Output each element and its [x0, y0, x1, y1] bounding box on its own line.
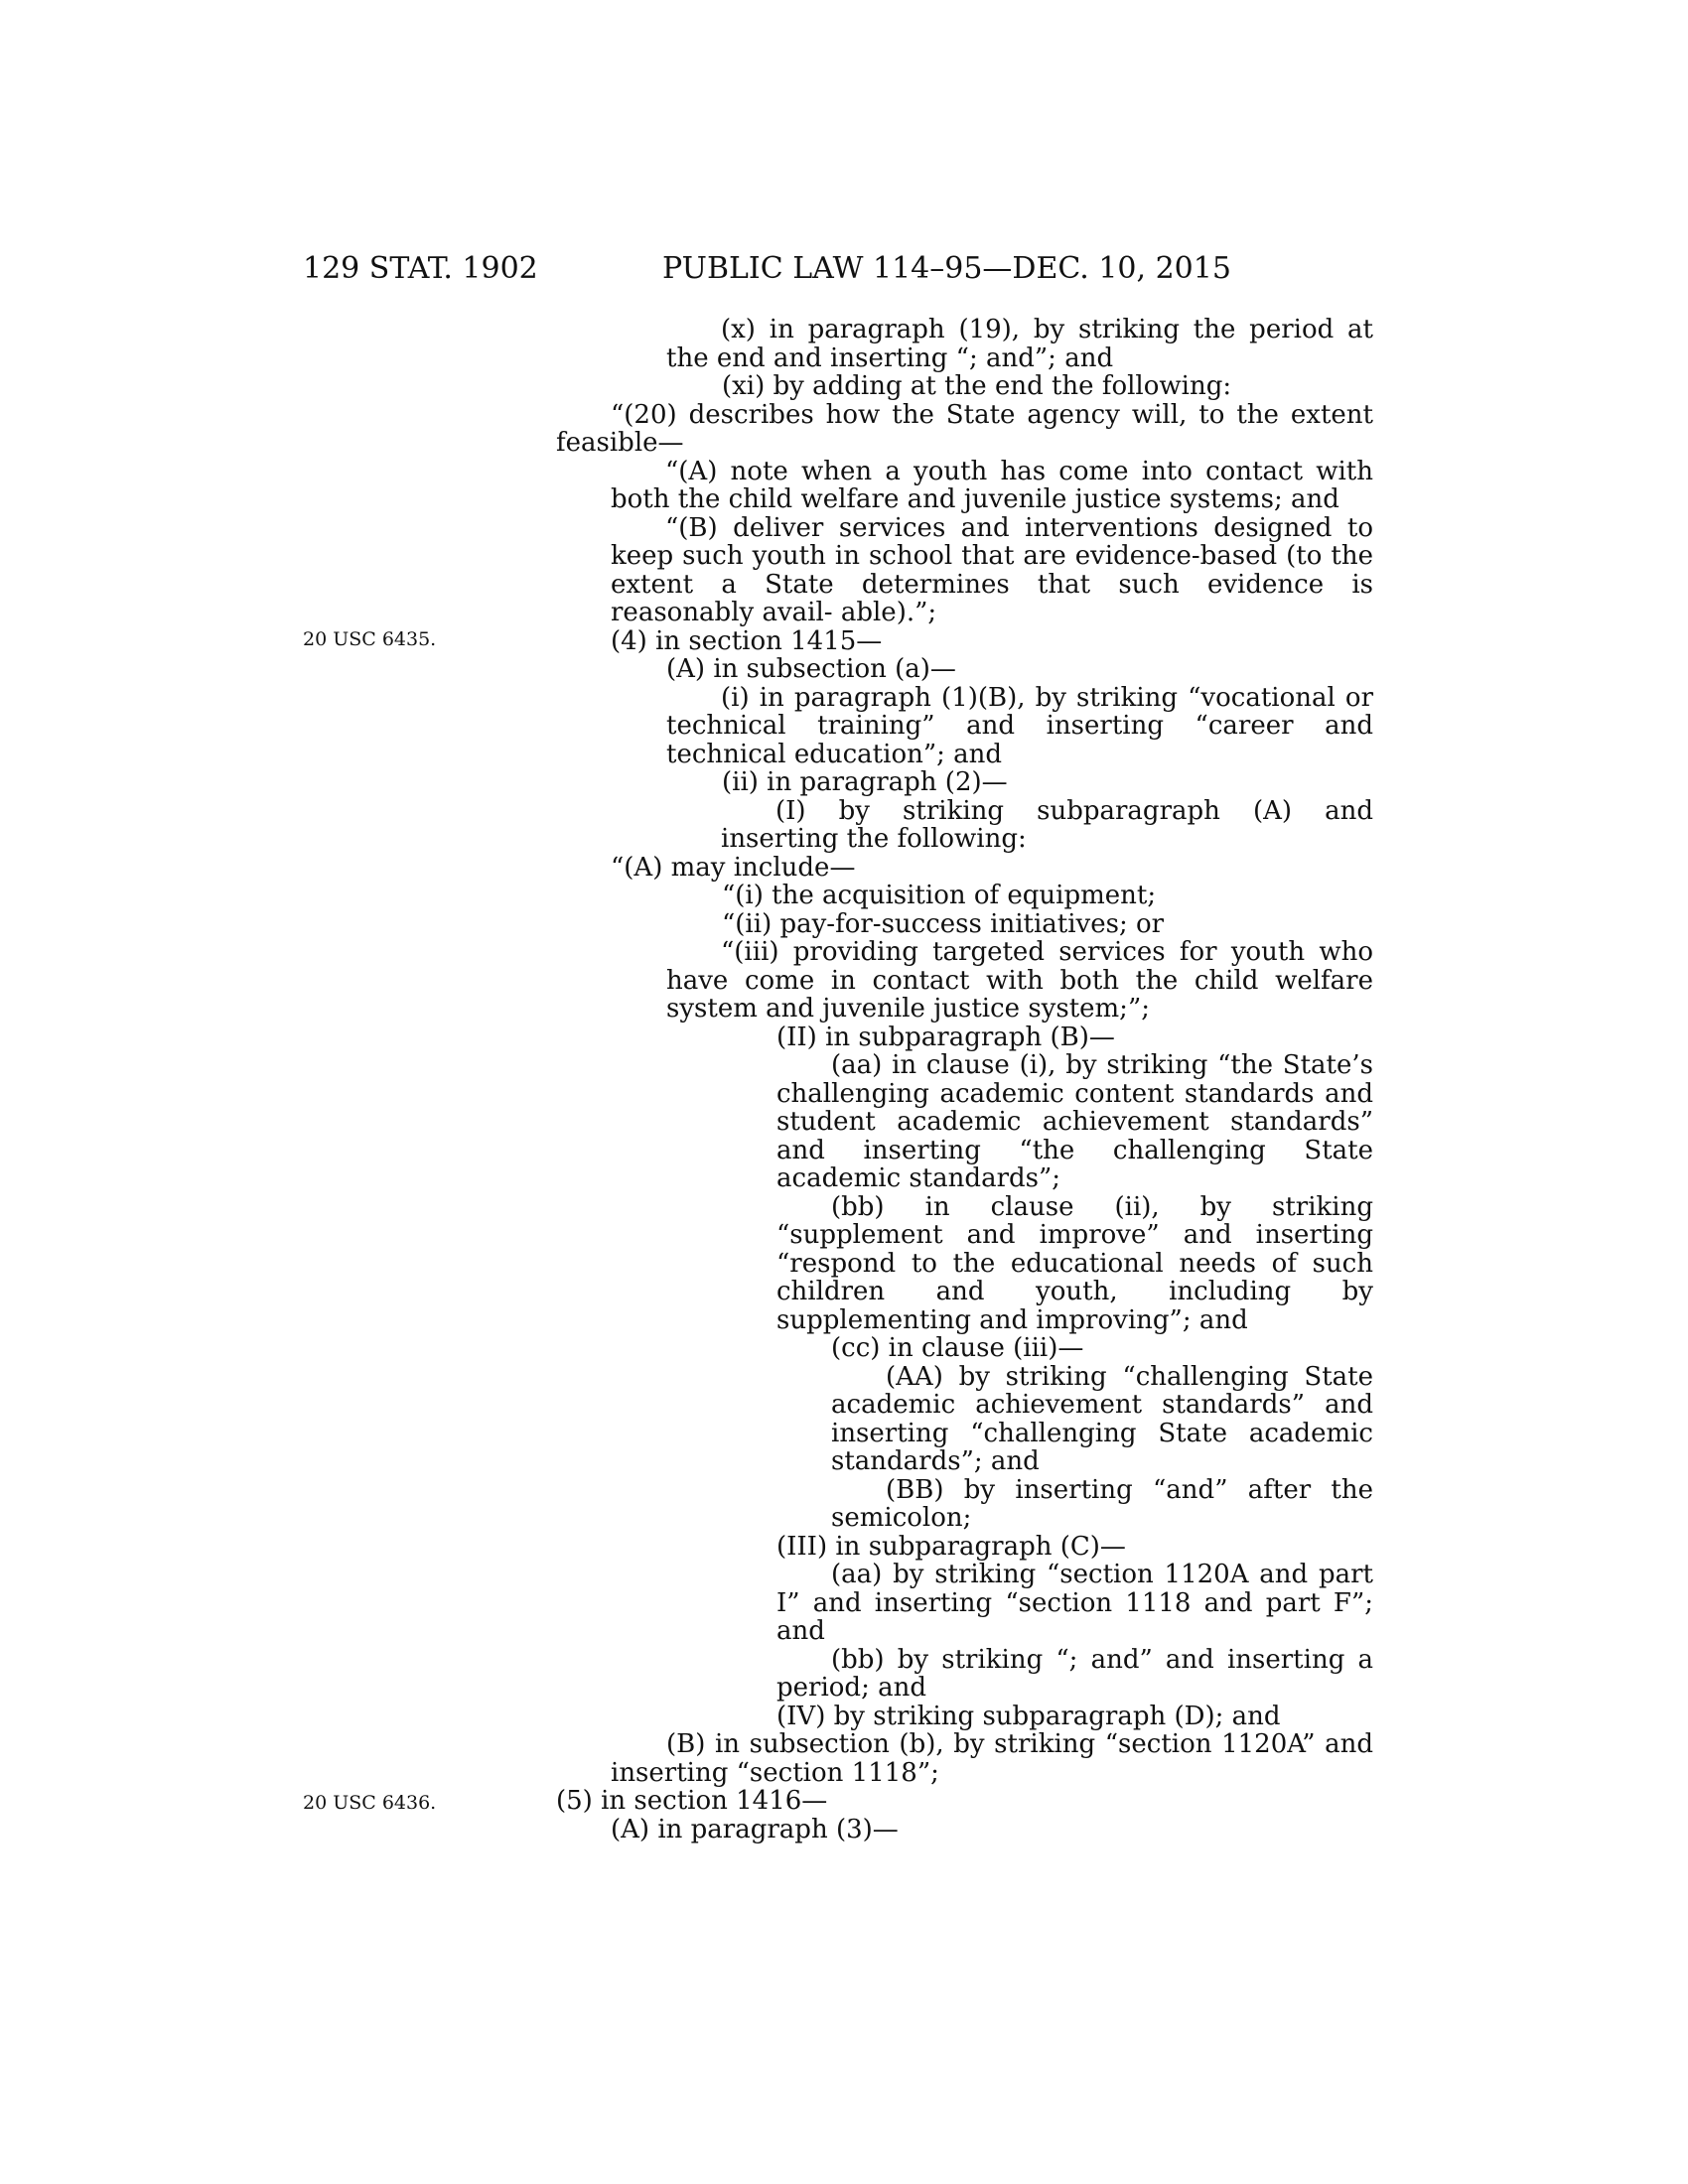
- running-header: [0, 249, 1688, 289]
- document-body: [556, 316, 1373, 1843]
- paragraph: (i) in paragraph (1)(B), by striking “vocational or technical training” and inserting “career and technical education”; and: [666, 682, 1373, 769]
- paragraph: (x) in paragraph (19), by striking the period at the end and inserting “; and”; and: [666, 315, 1373, 373]
- paragraph: (B) in subsection (b), by striking “section 1120A” and inserting “section 1118”;: [611, 1729, 1373, 1788]
- paragraph: (cc) in clause (iii)—: [831, 1333, 1084, 1363]
- paragraph: “(20) describes how the State agency will, to the extent feasible—: [556, 399, 1373, 458]
- paragraph: (4) in section 1415—: [611, 625, 883, 656]
- margin-note-usc-6435: 20 USC 6435.: [303, 628, 437, 650]
- margin-note-usc-6436: 20 USC 6436.: [303, 1792, 437, 1814]
- paragraph: (bb) by striking “; and” and inserting a period; and: [776, 1644, 1373, 1703]
- paragraph: (BB) by inserting “and” after the semicolon;: [831, 1474, 1373, 1533]
- paragraph: (A) in subsection (a)—: [666, 654, 956, 684]
- paragraph: (A) in paragraph (3)—: [611, 1814, 899, 1844]
- paragraph: (ii) in paragraph (2)—: [722, 767, 1008, 797]
- stat-page-number: 129 STAT. 1902: [303, 251, 538, 286]
- paragraph: (II) in subparagraph (B)—: [776, 1022, 1115, 1052]
- paragraph: “(i) the acquisition of equipment;: [722, 881, 1157, 910]
- paragraph: (III) in subparagraph (C)—: [776, 1531, 1126, 1562]
- paragraph: “(A) note when a youth has come into contact with both the child welfare and juvenile justice systems; and: [611, 456, 1373, 514]
- paragraph: “(B) deliver services and interventions designed to keep such youth in school that are evidence-based (to the extent a State determines that such evidence is reasonably avail- able).”;: [611, 512, 1373, 627]
- paragraph: “(iii) providing targeted services for youth who have come in contact with both the child welfare system and juvenile justice system;”;: [666, 937, 1373, 1024]
- paragraph: “(ii) pay-for-success initiatives; or: [722, 908, 1165, 939]
- paragraph: “(A) may include—: [611, 852, 856, 883]
- public-law-title: PUBLIC LAW 114–95—DEC. 10, 2015: [662, 251, 1231, 286]
- paragraph: (IV) by striking subparagraph (D); and: [776, 1701, 1281, 1731]
- paragraph: (bb) in clause (ii), by striking “supplement and improve” and inserting “respond to the educational needs of such children and youth, including by supplementing and improving”; and: [776, 1191, 1373, 1335]
- paragraph: (I) by striking subparagraph (A) and inserting the following:: [721, 795, 1373, 854]
- paragraph: (aa) in clause (i), by striking “the State’s challenging academic content standards and student academic achievement standards” and inserting “the challenging State academic standards”;: [776, 1050, 1373, 1193]
- paragraph: (aa) by striking “section 1120A and part I” and inserting “section 1118 and part F”; and: [776, 1560, 1373, 1646]
- paragraph: (5) in section 1416—: [556, 1786, 828, 1816]
- paragraph: (AA) by striking “challenging State academic achievement standards” and inserting “challenging State academic standards”; and: [831, 1361, 1373, 1476]
- paragraph: (xi) by adding at the end the following:: [722, 371, 1232, 401]
